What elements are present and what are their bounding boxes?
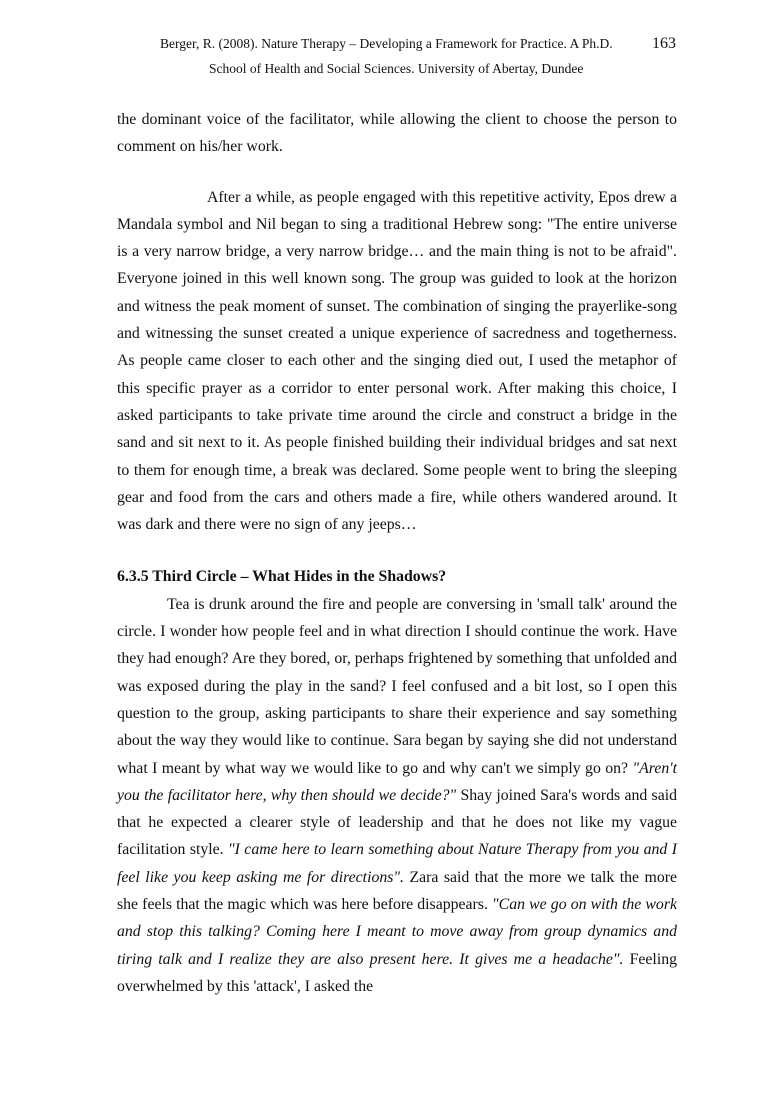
page-body bbox=[117, 106, 677, 1000]
page-number: 163 bbox=[652, 35, 676, 52]
section-heading: 6.3.5 Third Circle – What Hides in the Shadows? bbox=[117, 568, 447, 586]
paragraph-3 bbox=[117, 591, 677, 1000]
citation-line-1: Berger, R. (2008). Nature Therapy – Developing a Framework for Practice. A Ph.D. bbox=[160, 36, 613, 51]
text-segment: Feeling overwhelmed by this 'attack', I asked the bbox=[117, 950, 678, 995]
paragraph-2: After a while, as people engaged with this repetitive activity, Epos drew a Mandala symbol and Nil began to sing a traditional Hebrew song: "The entire universe is a very narrow bridge, a very narrow bridge… and the main thing is not to be afraid". Everyone joined in this well known song. The group was guided to look at the horizon and witness the peak moment of sunset. The combination of singing the prayerlike-song and witnessing the sunset created a unique experience of sacredness and togetherness. As people came closer to each other and the singing died out, I used the metaphor of this specific prayer as a corridor to enter personal work. After making this choice, I asked participants to take private time around the circle and construct a bridge in the sand and sit next to it. As people finished building their individual bridges and sat next to them for enough time, a break was declared. Some people went to bring the sleeping gear and food from the cars and others made a fire, while others wandered around. It was dark and there were no sign of any jeeps… bbox=[117, 188, 677, 534]
text-segment: Zara said that the more we talk the more she feels that the magic which was here before disappears. bbox=[117, 868, 677, 914]
citation-line-2: School of Health and Social Sciences. University of Abertay, Dundee bbox=[209, 61, 584, 76]
quote-shay: "I came here to learn something about Nature Therapy from you and I feel like you keep asking me for directions". bbox=[117, 841, 677, 886]
text-segment: Shay joined Sara's words and said that he expected a clearer style of leadership and that he does not like my vague facilitation style. bbox=[117, 786, 677, 859]
quote-zara: "Can we go on with the work and stop this talking? Coming here I meant to move away from group dynamics and tiring talk and I realize they are also present here. It gives me a headache". bbox=[117, 896, 677, 968]
paragraph-1: the dominant voice of the facilitator, while allowing the client to choose the person to comment on his/her work. bbox=[117, 111, 677, 156]
quote-sara: "Aren't you the facilitator here, why then should we decide?" bbox=[117, 759, 677, 804]
text-segment: Tea is drunk around the fire and people are conversing in 'small talk' around the circle. I wonder how people feel and in what direction I should continue the work. Have they had enough? Are they bored, or, perhaps frightened by something that unfolded and was exposed during the play in the sand? I feel confused and a bit lost, so I open this question to the group, asking participants to share their experience and say something about the way they would like to continue. Sara began by saying she did not understand what I meant by what way we would like to go and why can't we simply go on? bbox=[117, 595, 677, 777]
